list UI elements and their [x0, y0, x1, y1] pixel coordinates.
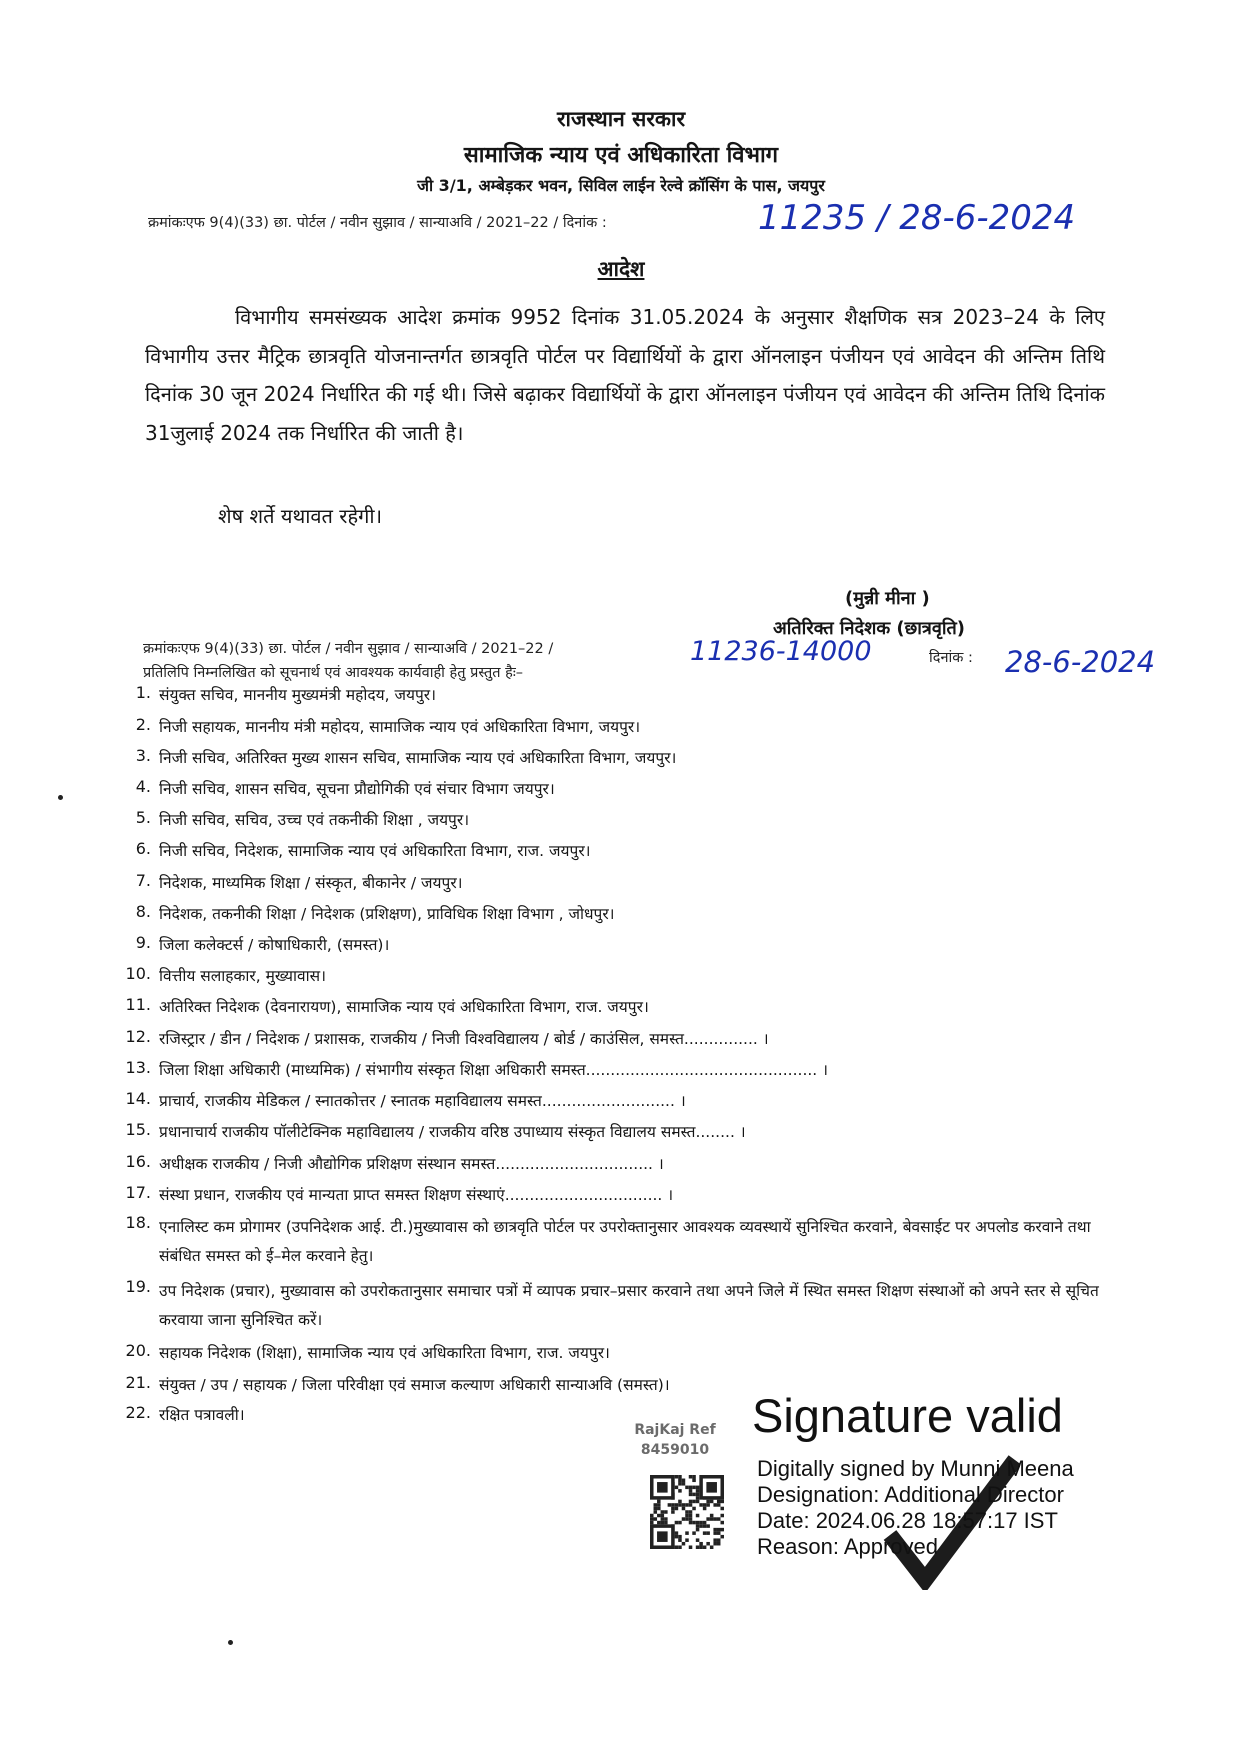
distribution-item: [118, 808, 469, 830]
item-number: 2.: [135, 715, 151, 734]
item-text: प्राचार्य, राजकीय मेडिकल / स्नातकोत्तर / स्नातक महाविद्यालय समस्त........................... ।: [159, 1092, 686, 1110]
item-number: 1.: [135, 683, 151, 702]
item-text: प्रधानाचार्य राजकीय पॉलीटेक्निक महाविद्यालय / राजकीय वरिष्ठ उपाध्याय संस्कृत विद्यालय समस्त........ ।: [159, 1123, 746, 1141]
date-label: दिनांक :: [929, 650, 973, 666]
signature-reason: Reason: Approved: [757, 1534, 939, 1559]
item-text: वित्तीय सलाहकार, मुख्यावास।: [159, 967, 326, 985]
remaining-conditions: शेष शर्ते यथावत रहेगी।: [218, 504, 383, 528]
item-text: अधीक्षक राजकीय / निजी औद्योगिक प्रशिक्षण संस्थान समस्त................................ ।: [159, 1155, 664, 1173]
item-number: 12.: [125, 1027, 151, 1046]
item-number: 13.: [125, 1058, 151, 1077]
item-text: निजी सहायक, माननीय मंत्री महोदय, सामाजिक न्याय एवं अधिकारिता विभाग, जयपुर।: [159, 718, 641, 736]
distribution-item: [118, 1089, 686, 1111]
distribution-item: [118, 1152, 664, 1174]
distribution-item: [118, 1120, 746, 1142]
signatory-designation: अतिरिक्त निदेशक (छात्रवृति): [773, 618, 966, 639]
item-text: उप निदेशक (प्रचार), मुख्यावास को उपरोकतानुसार समाचार पत्रों में व्यापक प्रचार–प्रसार करवाने तथा अपने जिले में स्थित समस्त शिक्षण संस्थाओं को अपने स्तर से सूचित करवाया जाना सुनिश्चित करें।: [159, 1282, 1099, 1329]
order-body: विभागीय समसंख्यक आदेश क्रमांक 9952 दिनांक 31.05.2024 के अनुसार शैक्षणिक सत्र 2023–24 के लिए विभागीय उत्तर मैट्रिक छात्रवृति योजनान्तर्गत छात्रवृति पोर्टल पर विद्यार्थियों के द्वारा ऑनलाइन पंजीयन एवं आवेदन की अन्तिम तिथि दिनांक 30 जून 2024 निर्धारित की गई थी। जिसे बढ़ाकर विद्यार्थियों के द्वारा ऑनलाइन पंजीयन एवं आवेदन की अन्तिम तिथि दिनांक 31जुलाई 2024 तक निर्धारित की जाती है।: [145, 305, 1105, 445]
signatory-name: (मुन्नी मीना ): [845, 588, 930, 609]
distribution-item: [118, 964, 326, 986]
item-number: 21.: [125, 1373, 151, 1392]
rajkaj-ref-label: RajKaj Ref: [634, 1422, 716, 1438]
item-text: एनालिस्ट कम प्रोगामर (उपनिदेशक आई. टी.)मुख्यावास को छात्रवृति पोर्टल पर उपरोक्तानुसार आवश्यक व्यवस्थायें सुनिश्चित करवाने, बेवसाईट पर अपलोड करवाने तथा संबंधित समस्त को ई–मेल करवाने हेतु।: [159, 1218, 1091, 1265]
distribution-item: [118, 1213, 1114, 1271]
distribution-item: [118, 1341, 610, 1363]
distribution-item: [118, 933, 389, 955]
item-text: संयुक्त सचिव, माननीय मुख्यमंत्री महोदय, जयपुर।: [159, 686, 436, 704]
distribution-item: [118, 715, 640, 737]
item-text: सहायक निदेशक (शिक्षा), सामाजिक न्याय एवं अधिकारिता विभाग, राज. जयपुर।: [159, 1344, 610, 1362]
item-number: 5.: [135, 808, 151, 827]
qr-code-icon: [650, 1475, 724, 1549]
item-number: 4.: [135, 777, 151, 796]
distribution-item: [118, 902, 615, 924]
item-number: 9.: [135, 933, 151, 952]
item-number: 8.: [135, 902, 151, 921]
item-number: 11.: [125, 995, 151, 1014]
distribution-item: [118, 839, 591, 861]
item-number: 20.: [125, 1341, 151, 1360]
item-text: निदेशक, तकनीकी शिक्षा / निदेशक (प्रशिक्षण), प्राविधिक शिक्षा विभाग , जोधपुर।: [159, 905, 615, 923]
item-number: 7.: [135, 871, 151, 890]
rajkaj-ref-stamp: [620, 1420, 730, 1460]
distribution-item: [118, 1058, 828, 1080]
item-text: निजी सचिव, निदेशक, सामाजिक न्याय एवं अधिकारिता विभाग, राज. जयपुर।: [159, 842, 591, 860]
signer-designation: Designation: Additional Director: [757, 1482, 1064, 1507]
item-text: संस्था प्रधान, राजकीय एवं मान्यता प्राप्त समस्त शिक्षण संस्थाएं................................ ।: [159, 1186, 674, 1204]
signed-by: Digitally signed by Munni Meena: [757, 1456, 1074, 1481]
distribution-item: [118, 1277, 1114, 1335]
handwritten-ref-date-1: 11235 / 28-6-2024: [758, 198, 1076, 238]
order-title: आदेश: [597, 257, 645, 281]
rajkaj-ref-number: 8459010: [640, 1442, 710, 1458]
distribution-item: [118, 871, 463, 893]
item-text: जिला कलेक्टर्स / कोषाधिकारी, (समस्त)।: [159, 936, 390, 954]
distribution-item: [118, 1373, 670, 1395]
item-number: 16.: [125, 1152, 151, 1171]
header-address: जी 3/1, अम्बेड़कर भवन, सिविल लाईन रेल्वे क्रॉसिंग के पास, जयपुर: [417, 176, 825, 195]
distribution-item: [118, 995, 649, 1017]
handwritten-date-2: 28-6-2024: [1005, 645, 1156, 679]
handwritten-dispatch-number: 11236-14000: [690, 636, 872, 667]
item-number: 10.: [125, 964, 151, 983]
item-text: जिला शिक्षा अधिकारी (माध्यमिक) / संभागीय संस्कृत शिक्षा अधिकारी समस्त............................................... ।: [159, 1061, 829, 1079]
item-number: 14.: [125, 1089, 151, 1108]
header-government: राजस्थान सरकार: [556, 107, 686, 131]
item-number: 18.: [125, 1213, 151, 1232]
item-number: 22.: [125, 1403, 151, 1422]
signature-valid-title: Signature valid: [752, 1389, 1063, 1442]
item-text: निजी सचिव, अतिरिक्त मुख्य शासन सचिव, सामाजिक न्याय एवं अधिकारिता विभाग, जयपुर।: [159, 749, 677, 767]
item-text: निजी सचिव, शासन सचिव, सूचना प्रौद्योगिकी एवं संचार विभाग जयपुर।: [159, 780, 555, 798]
item-number: 17.: [125, 1183, 151, 1202]
copy-intro: प्रतिलिपि निम्नलिखित को सूचनार्थ एवं आवश्यक कार्यवाही हेतु प्रस्तुत हैः–: [143, 665, 524, 681]
item-text: निजी सचिव, सचिव, उच्च एवं तकनीकी शिक्षा , जयपुर।: [159, 811, 470, 829]
reference-number-1: क्रमांकःएफ 9(4)(33) छा. पोर्टल / नवीन सुझाव / सान्याअवि / 2021–22 / दिनांक :: [148, 215, 607, 231]
signature-date: Date: 2024.06.28 18:57:17 IST: [757, 1508, 1058, 1533]
item-text: निदेशक, माध्यमिक शिक्षा / संस्कृत, बीकानेर / जयपुर।: [159, 874, 463, 892]
scan-dot: [58, 795, 63, 800]
item-text: संयुक्त / उप / सहायक / जिला परिवीक्षा एवं समाज कल्याण अधिकारी सान्याअवि (समस्त)।: [159, 1376, 670, 1394]
distribution-item: [118, 1027, 769, 1049]
distribution-item: [118, 746, 676, 768]
distribution-item: [118, 777, 555, 799]
item-text: अतिरिक्त निदेशक (देवनारायण), सामाजिक न्याय एवं अधिकारिता विभाग, राज. जयपुर।: [159, 998, 649, 1016]
item-number: 3.: [135, 746, 151, 765]
distribution-item: [118, 683, 436, 705]
distribution-item: [118, 1403, 245, 1425]
scan-dot: [228, 1640, 233, 1645]
reference-number-2: क्रमांकःएफ 9(4)(33) छा. पोर्टल / नवीन सुझाव / सान्याअवि / 2021–22 /: [143, 641, 554, 657]
item-number: 19.: [125, 1277, 151, 1296]
header-department: सामाजिक न्याय एवं अधिकारिता विभाग: [463, 143, 779, 168]
distribution-item: [118, 1183, 673, 1205]
item-text: रजिस्ट्रार / डीन / निदेशक / प्रशासक, राजकीय / निजी विश्वविद्यालय / बोर्ड / काउंसिल, समस्त............... ।: [159, 1030, 769, 1048]
item-number: 6.: [135, 839, 151, 858]
item-text: रक्षित पत्रावली।: [159, 1406, 245, 1424]
item-number: 15.: [125, 1120, 151, 1139]
